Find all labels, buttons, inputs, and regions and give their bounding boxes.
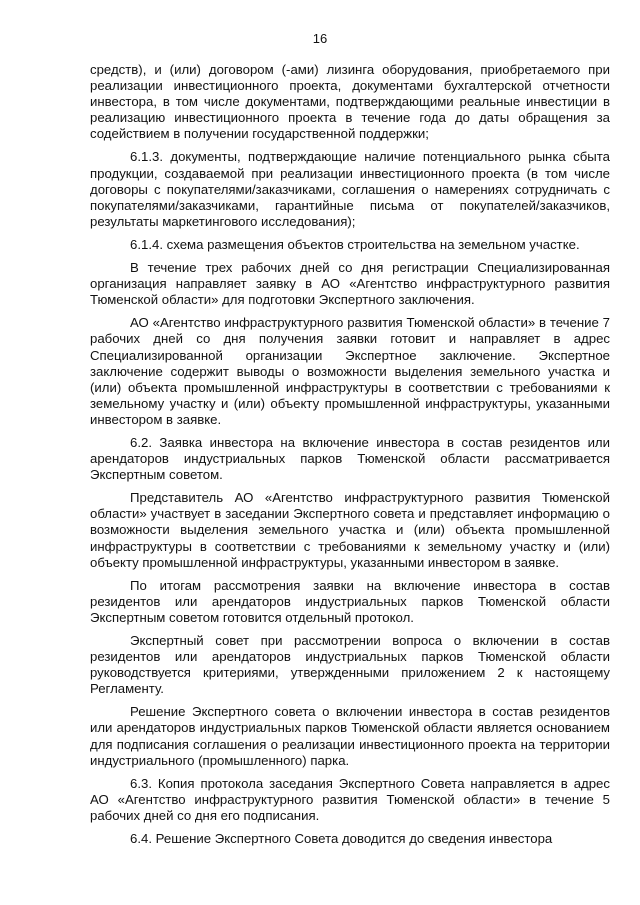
paragraph-protocol: По итогам рассмотрения заявки на включение инвестора в состав резидентов или арендаторов индустриальных парков Тюменской области Экспертным советом готовится отдельный протокол.	[90, 577, 610, 625]
document-body	[90, 62, 610, 854]
paragraph-6-2: 6.2. Заявка инвестора на включение инвестора в состав резидентов или арендаторов индустриальных парков Тюменской области рассматривается Экспертным советом.	[90, 434, 610, 483]
paragraph-continuation: средств), и (или) договором (-ами) лизинга оборудования, приобретаемого при реализации инвестиционного проекта, документами бухгалтерской отчетности инвестора, в том числе документами, подтверждающими реальные инвестиции в реализацию инвестиционного проекта в течение года до даты обращения за содействием в получении государственной поддержки;	[90, 62, 610, 142]
page-number: 16	[312, 31, 328, 46]
paragraph-6-1-3: 6.1.3. документы, подтверждающие наличие потенциального рынка сбыта продукции, создаваемой при реализации инвестиционного проекта (в том числе договоры с покупателями/заказчиками, соглашения о намерениях сотрудничать с покупателями/заказчиками, гарантийные письма от покупателей/заказчиков, результаты маркетингового исследования);	[90, 149, 610, 229]
paragraph-6-4: 6.4. Решение Экспертного Совета доводится до сведения инвестора	[130, 831, 553, 847]
paragraph-registration: В течение трех рабочих дней со дня регистрации Специализированная организация направляет заявку в АО «Агентство инфраструктурного развития Тюменской области» для подготовки Экспертного заключения.	[90, 260, 610, 308]
paragraph-decision: Решение Экспертного совета о включении инвестора в состав резидентов или арендаторов индустриальных парков Тюменской области является основанием для подписания соглашения о реализации инвестиционного проекта на территории индустриального (промышленного) парка.	[90, 704, 610, 768]
paragraph-criteria: Экспертный совет при рассмотрении вопроса о включении в состав резидентов или арендаторов индустриальных парков Тюменской области руководствуется критериями, утвержденными приложением 2 к настоящему Регламенту.	[90, 633, 610, 697]
paragraph-6-3: 6.3. Копия протокола заседания Экспертного Совета направляется в адрес АО «Агентство инфраструктурного развития Тюменской области» в течение 5 рабочих дней со дня его подписания.	[90, 775, 610, 823]
paragraph-6-1-4: 6.1.4. схема размещения объектов строительства на земельном участке.	[130, 236, 580, 252]
paragraph-representative: Представитель АО «Агентство инфраструктурного развития Тюменской области» участвует в заседании Экспертного совета и представляет информацию о возможности выделения земельного участка и (или) объекта промышленной инфраструктуры в соответствии с требованиями к земельному участку и (или) объекту промышленной инфраструктуры, указанными инвестором в заявке.	[90, 490, 610, 570]
paragraph-expert-conclusion: АО «Агентство инфраструктурного развития Тюменской области» в течение 7 рабочих дней со дня получения заявки готовит и направляет в адрес Специализированной организации Экспертное заключение. Экспертное заключение содержит выводы о возможности выделения земельного участка и (или) объекта промышленной инфраструктуры в соответствии с требованиями к земельному участку и (или) объекту промышленной инфраструктуры, указанными инвестором в заявке.	[90, 315, 610, 427]
